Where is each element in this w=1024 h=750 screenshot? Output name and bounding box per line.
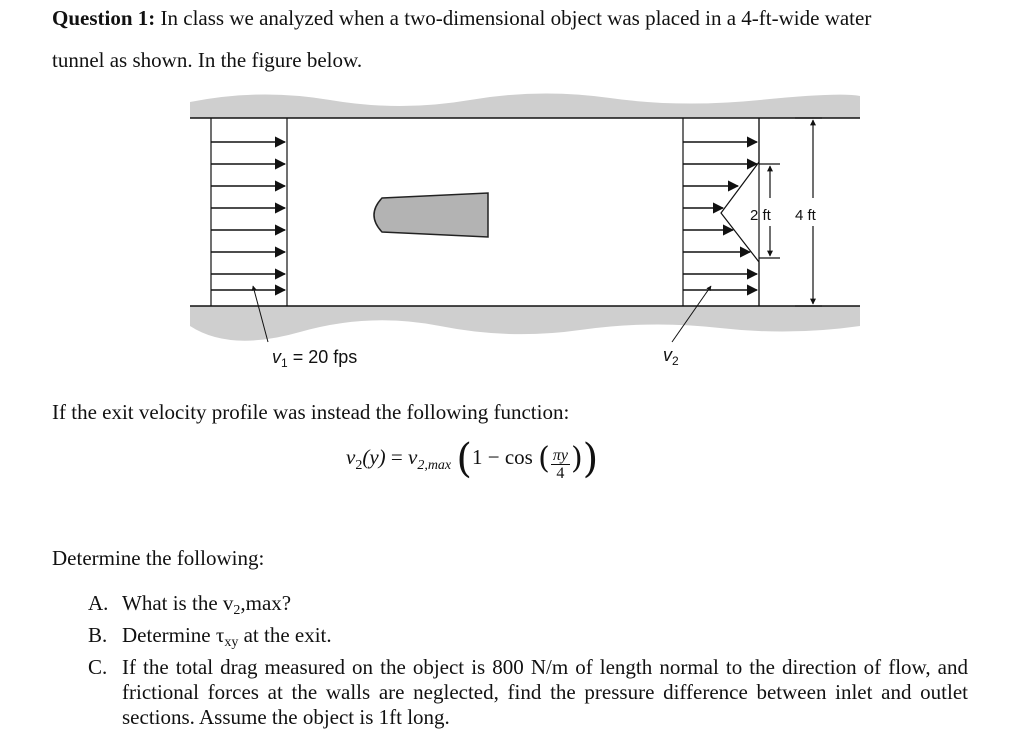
question-items — [88, 591, 968, 730]
determine-label: Determine the following: — [52, 546, 265, 570]
object-shape — [374, 193, 488, 237]
v2-label: $v_2$ — [663, 345, 679, 368]
v1-label: $v_1 = 20$ fps — [272, 347, 358, 370]
top-wall — [190, 93, 860, 118]
dim-inner-label: 2 ft — [750, 207, 771, 224]
dim-outer-label: 4 ft — [795, 207, 816, 224]
item-c: C. If the total drag measured on the object is 800 N/m of length normal to the direction of flow, and frictional forces at the walls are neglected, find the pressure difference between inlet and outlet sections. Assume the object is 1ft long. — [88, 655, 968, 729]
item-a: A. What is the v2,max? — [88, 591, 292, 618]
question-label: Question 1: — [52, 6, 156, 30]
item-b: B. Determine τxy at the exit. — [88, 623, 332, 650]
question-line-2: tunnel as shown. In the figure below. — [52, 48, 363, 72]
question-text-1: In class we analyzed when a two-dimensional object was placed in a 4-ft-wide water — [160, 6, 872, 30]
velocity-equation: $v_2(y) = v_{2,max}$ (1 − cos ( $\frac{\pi y}{4}$ )) — [346, 436, 599, 482]
profile-intro: If the exit velocity profile was instead the following function: — [52, 400, 570, 424]
bottom-wall — [190, 306, 860, 341]
